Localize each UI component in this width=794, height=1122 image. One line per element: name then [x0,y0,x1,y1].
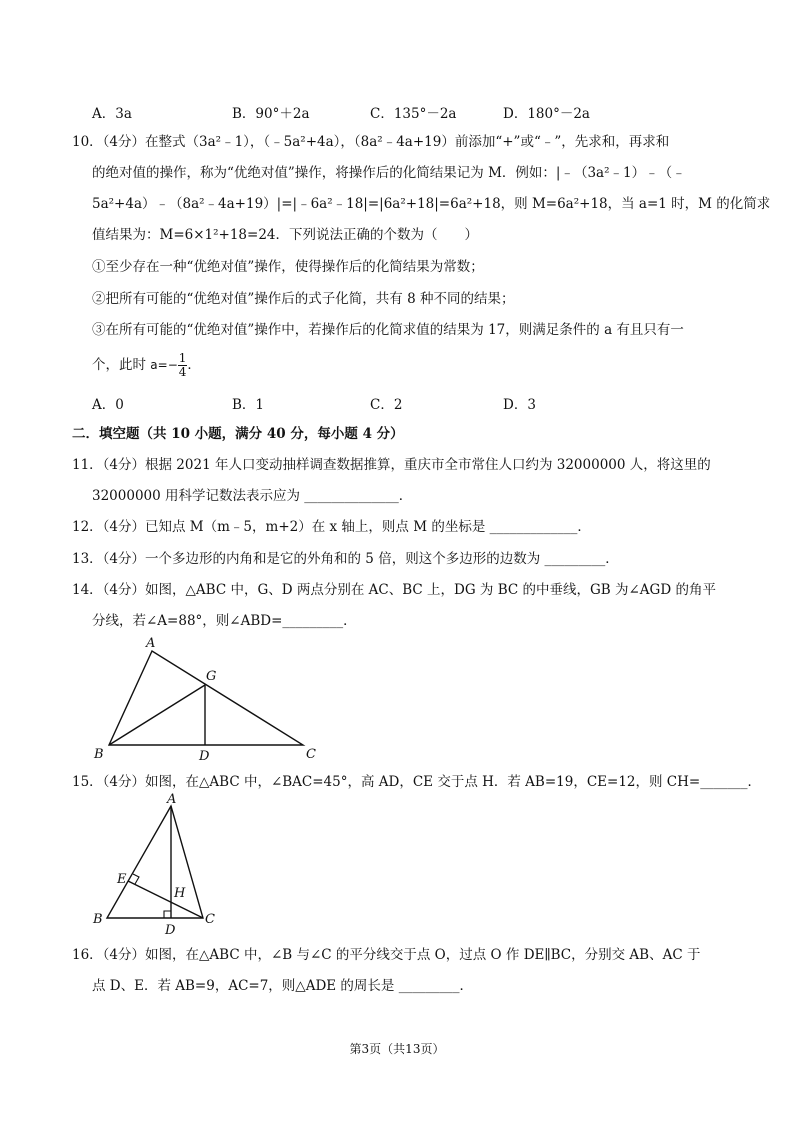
q15-triangle-figure [88,790,228,938]
q10-frac-num: 1 [178,351,187,365]
q10-statement-2: ②把所有可能的“优绝对值”操作后的式子化简，共有 8 种不同的结果； [92,291,515,307]
q10-frac-den: 4 [178,365,187,379]
q10-last-suffix: ． [187,357,201,373]
q10-last-math: a=− [150,358,178,372]
q15-label-b: B [93,912,103,927]
section-title-fill-in: 二．填空题（共 10 小题，满分 40 分，每小题 4 分） [72,426,404,442]
q10-fraction [178,352,188,379]
q15-label-e: E [117,872,127,887]
page-footer: 第3页（共13页） [349,1042,445,1056]
q14-label-a: A [146,636,156,651]
q10-statement-3: ③在所有可能的“优绝对值”操作中，若操作后的化简求值的结果为 17，则满足条件的 a 有且只有一 [92,322,684,338]
q10-option-c: C．2 [370,397,403,413]
q14-triangle-abc [109,651,303,745]
q16-line-1: 16．（4分）如图，在△ABC 中，∠B 与∠C 的平分线交于点 O，过点 O 作 DE∥BC，分别交 AB、AC 于 [72,947,701,963]
q10-line-3: 5a²+4a）﹣（8a²﹣4a+19）|=|﹣6a²﹣18|=|6a²+18|=6a²+18，则 M=6a²+18，当 a=1 时，M 的化简求 [92,196,771,212]
q10-option-d: D．3 [503,397,536,413]
q14-label-g: G [206,669,217,684]
q15-altitude-ce [128,881,203,918]
q9-option-d: D．180°－2a [503,106,590,122]
q15-right-angle-e [133,874,139,884]
q11-line-2: 32000000 用科学记数法表示应为 ______________． [92,488,413,504]
q15-label-a: A [167,792,177,807]
q14-label-b: B [94,747,104,762]
q10-line-last [92,352,201,379]
q10-last-prefix: 个，此时 [92,357,146,373]
q10-option-a: A．0 [92,397,124,413]
q13-line-1: 13．（4分）一个多边形的内角和是它的外角和的 5 倍，则这个多边形的边数为 _________． [72,551,619,567]
q14-label-d: D [199,749,210,764]
q15-triangle-abc [107,806,203,918]
q14-line-1: 14．（4分）如图，△ABC 中，G、D 两点分别在 AC、BC 上，DG 为 BC 的中垂线，GB 为∠AGD 的角平 [72,582,716,598]
q11-line-1: 11．（4分）根据 2021 年人口变动抽样调查数据推算，重庆市全市常住人口约为 32000000 人，将这里的 [72,457,711,473]
q16-line-2: 点 D、E．若 AB=9，AC=7，则△ADE 的周长是 _________． [92,978,473,994]
q15-label-h: H [174,886,186,901]
q10-option-b: B．1 [232,397,265,413]
q10-line-2: 的绝对值的操作，称为“优绝对值”操作，将操作后的化简结果记为 M．例如：|﹣（3a²﹣1）﹣（﹣ [92,165,686,181]
q9-option-a: A．3a [92,106,132,122]
q14-label-c: C [306,747,316,762]
q10-statement-1: ①至少存在一种“优绝对值”操作，使得操作后的化简结果为常数； [92,259,484,275]
q14-line-2: 分线，若∠A=88°，则∠ABD=_________． [92,613,357,629]
q12-line-1: 12．（4分）已知点 M（m﹣5，m+2）在 x 轴上，则点 M 的坐标是 _____________． [72,519,591,535]
q15-line-1: 15．（4分）如图，在△ABC 中，∠BAC=45°，高 AD，CE 交于点 H．若 AB=19，CE=12，则 CH=_______． [72,774,761,790]
q15-label-c: C [205,912,215,927]
q10-line-4: 值结果为：M=6×1²+18=24．下列说法正确的个数为（ ） [92,227,479,243]
q15-right-angle-d [164,911,171,918]
q9-option-c: C．135°－2a [370,106,457,122]
q9-option-b: B．90°＋2a [232,106,310,122]
q15-label-d: D [165,923,176,938]
q10-line-1: 10．（4分）在整式（3a²﹣1），（﹣5a²+4a），（8a²﹣4a+19）前添加“+”或“﹣”，先求和，再求和 [72,134,670,150]
q14-triangle-figure [90,630,330,765]
